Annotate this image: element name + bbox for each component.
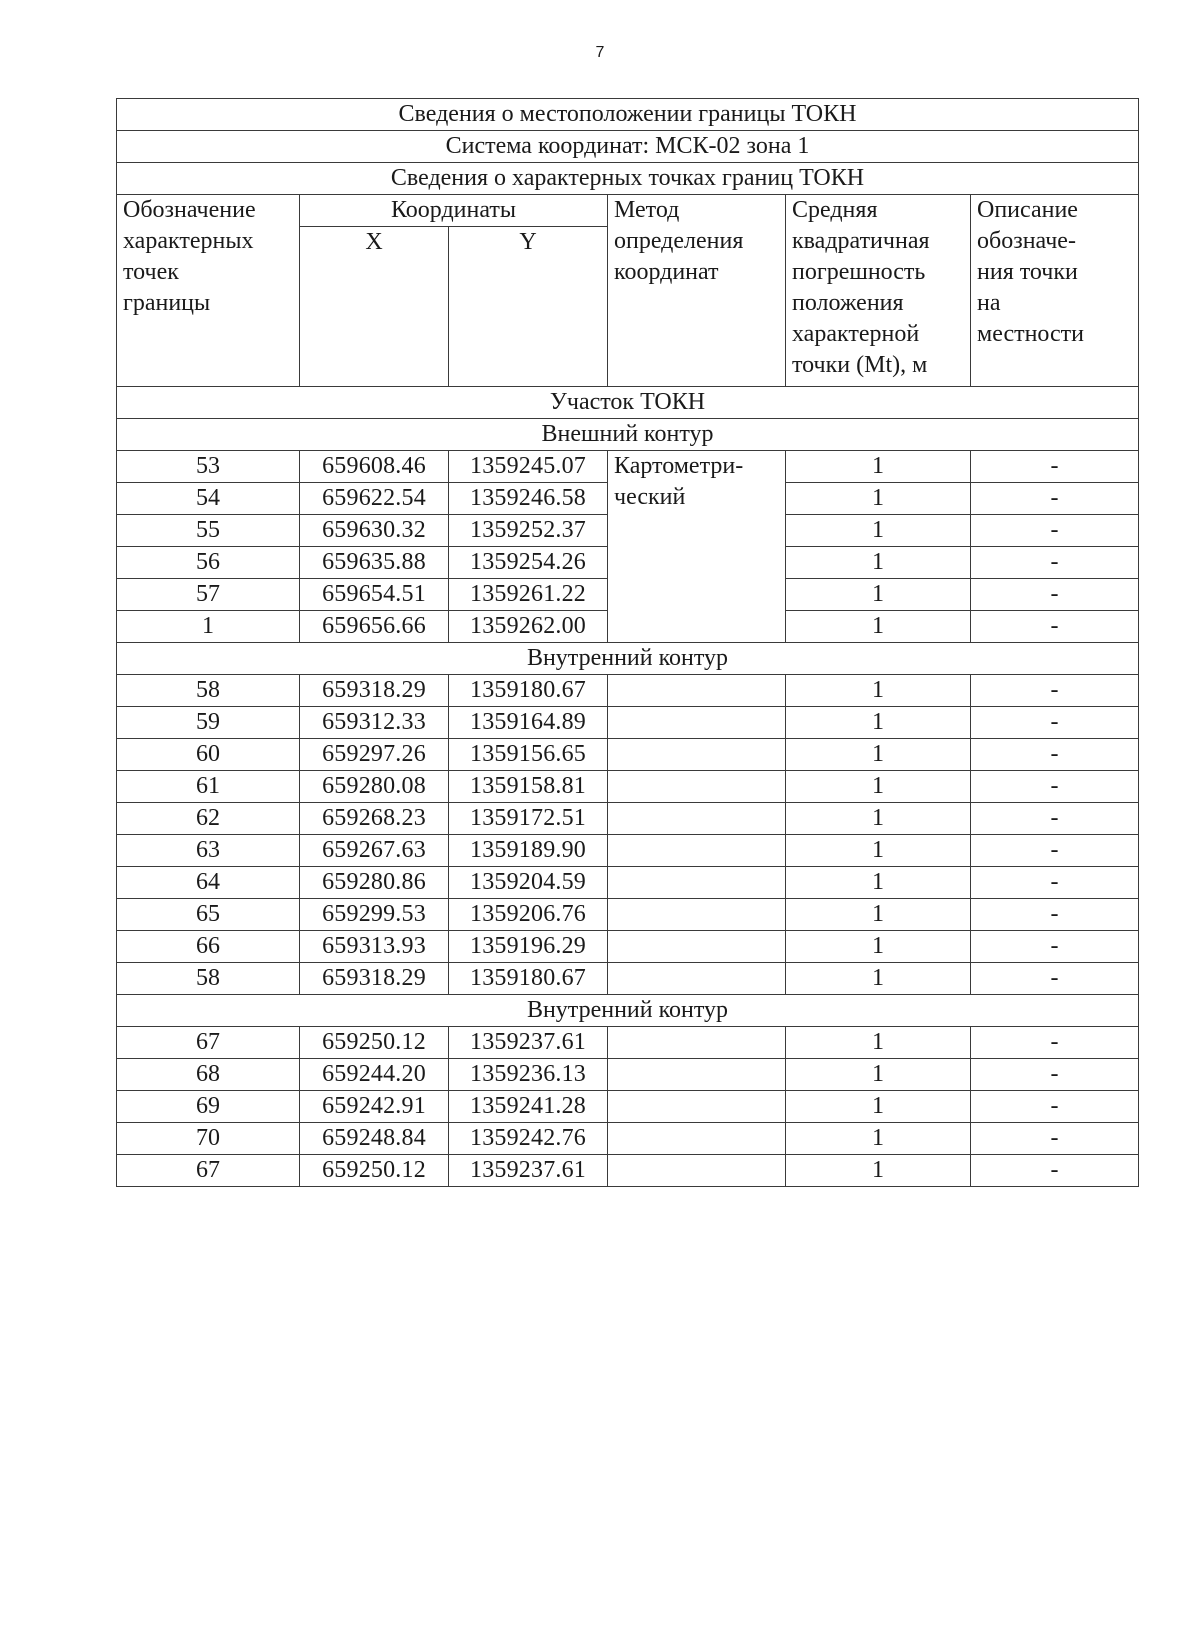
table-row bbox=[117, 739, 1139, 771]
table-row bbox=[117, 835, 1139, 867]
coord-y: 1359180.67 bbox=[449, 963, 608, 995]
mt-value: 1 bbox=[786, 451, 971, 483]
mt-value: 1 bbox=[786, 867, 971, 899]
coord-y: 1359241.28 bbox=[449, 1091, 608, 1123]
method-empty bbox=[608, 739, 786, 771]
coord-x: 659248.84 bbox=[300, 1123, 449, 1155]
header-description: Описание обозначе- ния точки на местности bbox=[971, 195, 1139, 387]
page-number: 7 bbox=[595, 44, 605, 61]
mt-value: 1 bbox=[786, 611, 971, 643]
description-value: - bbox=[971, 1123, 1139, 1155]
table-row bbox=[117, 803, 1139, 835]
point-number: 69 bbox=[117, 1091, 300, 1123]
plot-title: Участок ТОКН bbox=[117, 387, 1139, 419]
method-empty bbox=[608, 1027, 786, 1059]
point-number: 62 bbox=[117, 803, 300, 835]
mt-value: 1 bbox=[786, 739, 971, 771]
description-value: - bbox=[971, 1027, 1139, 1059]
coord-x: 659250.12 bbox=[300, 1155, 449, 1187]
coord-x: 659318.29 bbox=[300, 675, 449, 707]
table-row bbox=[117, 1091, 1139, 1123]
method-empty bbox=[608, 1123, 786, 1155]
coord-x: 659635.88 bbox=[300, 547, 449, 579]
coord-x: 659267.63 bbox=[300, 835, 449, 867]
table-row bbox=[117, 931, 1139, 963]
description-value: - bbox=[971, 515, 1139, 547]
table-title: Сведения о местоположении границы ТОКН bbox=[117, 99, 1139, 131]
description-value: - bbox=[971, 611, 1139, 643]
description-value: - bbox=[971, 867, 1139, 899]
description-value: - bbox=[971, 771, 1139, 803]
mt-value: 1 bbox=[786, 707, 971, 739]
coordinate-system: Система координат: МСК-02 зона 1 bbox=[117, 131, 1139, 163]
coord-x: 659630.32 bbox=[300, 515, 449, 547]
method-empty bbox=[608, 835, 786, 867]
mt-value: 1 bbox=[786, 963, 971, 995]
coord-x: 659268.23 bbox=[300, 803, 449, 835]
coord-y: 1359254.26 bbox=[449, 547, 608, 579]
header-coordinates: Координаты bbox=[300, 195, 608, 227]
description-value: - bbox=[971, 675, 1139, 707]
method-empty bbox=[608, 1155, 786, 1187]
table-row bbox=[117, 707, 1139, 739]
method-empty bbox=[608, 803, 786, 835]
mt-value: 1 bbox=[786, 803, 971, 835]
description-value: - bbox=[971, 547, 1139, 579]
point-number: 66 bbox=[117, 931, 300, 963]
point-number: 58 bbox=[117, 963, 300, 995]
coord-y: 1359242.76 bbox=[449, 1123, 608, 1155]
method-empty bbox=[608, 931, 786, 963]
point-number: 57 bbox=[117, 579, 300, 611]
coord-x: 659280.86 bbox=[300, 867, 449, 899]
mt-value: 1 bbox=[786, 835, 971, 867]
section-title: Внутренний контур bbox=[117, 643, 1139, 675]
method-empty bbox=[608, 675, 786, 707]
boundary-points-table bbox=[116, 98, 1139, 1187]
method-empty bbox=[608, 1091, 786, 1123]
header-method: Метод определения координат bbox=[608, 195, 786, 387]
coord-x: 659242.91 bbox=[300, 1091, 449, 1123]
table-row bbox=[117, 963, 1139, 995]
mt-value: 1 bbox=[786, 771, 971, 803]
description-value: - bbox=[971, 963, 1139, 995]
point-number: 53 bbox=[117, 451, 300, 483]
coord-y: 1359262.00 bbox=[449, 611, 608, 643]
points-title: Сведения о характерных точках границ ТОКН bbox=[117, 163, 1139, 195]
point-number: 59 bbox=[117, 707, 300, 739]
coord-x: 659299.53 bbox=[300, 899, 449, 931]
mt-value: 1 bbox=[786, 1091, 971, 1123]
method-empty bbox=[608, 867, 786, 899]
coord-x: 659250.12 bbox=[300, 1027, 449, 1059]
coord-y: 1359180.67 bbox=[449, 675, 608, 707]
table-row bbox=[117, 451, 1139, 483]
point-number: 60 bbox=[117, 739, 300, 771]
header-mt: Средняя квадратичная погрешность положения характерной точки (Mt), м bbox=[786, 195, 971, 387]
coord-y: 1359164.89 bbox=[449, 707, 608, 739]
mt-value: 1 bbox=[786, 579, 971, 611]
mt-value: 1 bbox=[786, 931, 971, 963]
table-row bbox=[117, 771, 1139, 803]
section-title: Внешний контур bbox=[117, 419, 1139, 451]
method-value: Картометри- ческий bbox=[608, 451, 786, 643]
table-row bbox=[117, 1155, 1139, 1187]
header-x: X bbox=[300, 227, 449, 387]
method-empty bbox=[608, 963, 786, 995]
coord-y: 1359172.51 bbox=[449, 803, 608, 835]
coord-x: 659656.66 bbox=[300, 611, 449, 643]
coord-y: 1359189.90 bbox=[449, 835, 608, 867]
point-number: 67 bbox=[117, 1155, 300, 1187]
section-title: Внутренний контур bbox=[117, 995, 1139, 1027]
table-row bbox=[117, 899, 1139, 931]
point-number: 54 bbox=[117, 483, 300, 515]
coord-x: 659313.93 bbox=[300, 931, 449, 963]
description-value: - bbox=[971, 579, 1139, 611]
description-value: - bbox=[971, 1059, 1139, 1091]
coord-x: 659297.26 bbox=[300, 739, 449, 771]
coord-x: 659312.33 bbox=[300, 707, 449, 739]
coord-y: 1359236.13 bbox=[449, 1059, 608, 1091]
mt-value: 1 bbox=[786, 547, 971, 579]
point-number: 55 bbox=[117, 515, 300, 547]
description-value: - bbox=[971, 803, 1139, 835]
table-row bbox=[117, 867, 1139, 899]
table-row bbox=[117, 1059, 1139, 1091]
description-value: - bbox=[971, 835, 1139, 867]
coord-y: 1359246.58 bbox=[449, 483, 608, 515]
method-empty bbox=[608, 707, 786, 739]
coord-x: 659318.29 bbox=[300, 963, 449, 995]
point-number: 1 bbox=[117, 611, 300, 643]
point-number: 64 bbox=[117, 867, 300, 899]
point-number: 68 bbox=[117, 1059, 300, 1091]
point-number: 63 bbox=[117, 835, 300, 867]
coord-y: 1359252.37 bbox=[449, 515, 608, 547]
coord-y: 1359206.76 bbox=[449, 899, 608, 931]
point-number: 56 bbox=[117, 547, 300, 579]
description-value: - bbox=[971, 1155, 1139, 1187]
method-empty bbox=[608, 899, 786, 931]
coord-y: 1359245.07 bbox=[449, 451, 608, 483]
point-number: 61 bbox=[117, 771, 300, 803]
header-y: Y bbox=[449, 227, 608, 387]
coord-y: 1359158.81 bbox=[449, 771, 608, 803]
table-row bbox=[117, 1123, 1139, 1155]
coord-x: 659608.46 bbox=[300, 451, 449, 483]
coord-y: 1359237.61 bbox=[449, 1155, 608, 1187]
mt-value: 1 bbox=[786, 483, 971, 515]
method-empty bbox=[608, 1059, 786, 1091]
coord-x: 659622.54 bbox=[300, 483, 449, 515]
coord-y: 1359156.65 bbox=[449, 739, 608, 771]
coord-y: 1359261.22 bbox=[449, 579, 608, 611]
mt-value: 1 bbox=[786, 515, 971, 547]
description-value: - bbox=[971, 1091, 1139, 1123]
mt-value: 1 bbox=[786, 1155, 971, 1187]
point-number: 67 bbox=[117, 1027, 300, 1059]
description-value: - bbox=[971, 451, 1139, 483]
point-number: 58 bbox=[117, 675, 300, 707]
method-empty bbox=[608, 771, 786, 803]
point-number: 65 bbox=[117, 899, 300, 931]
table-row bbox=[117, 675, 1139, 707]
mt-value: 1 bbox=[786, 1123, 971, 1155]
mt-value: 1 bbox=[786, 1027, 971, 1059]
description-value: - bbox=[971, 707, 1139, 739]
coord-y: 1359237.61 bbox=[449, 1027, 608, 1059]
description-value: - bbox=[971, 899, 1139, 931]
coord-x: 659280.08 bbox=[300, 771, 449, 803]
header-designation: Обозначение характерных точек границы bbox=[117, 195, 300, 387]
coord-y: 1359196.29 bbox=[449, 931, 608, 963]
mt-value: 1 bbox=[786, 1059, 971, 1091]
mt-value: 1 bbox=[786, 675, 971, 707]
mt-value: 1 bbox=[786, 899, 971, 931]
coord-x: 659244.20 bbox=[300, 1059, 449, 1091]
point-number: 70 bbox=[117, 1123, 300, 1155]
coord-y: 1359204.59 bbox=[449, 867, 608, 899]
description-value: - bbox=[971, 483, 1139, 515]
description-value: - bbox=[971, 739, 1139, 771]
table-row bbox=[117, 1027, 1139, 1059]
coord-x: 659654.51 bbox=[300, 579, 449, 611]
description-value: - bbox=[971, 931, 1139, 963]
